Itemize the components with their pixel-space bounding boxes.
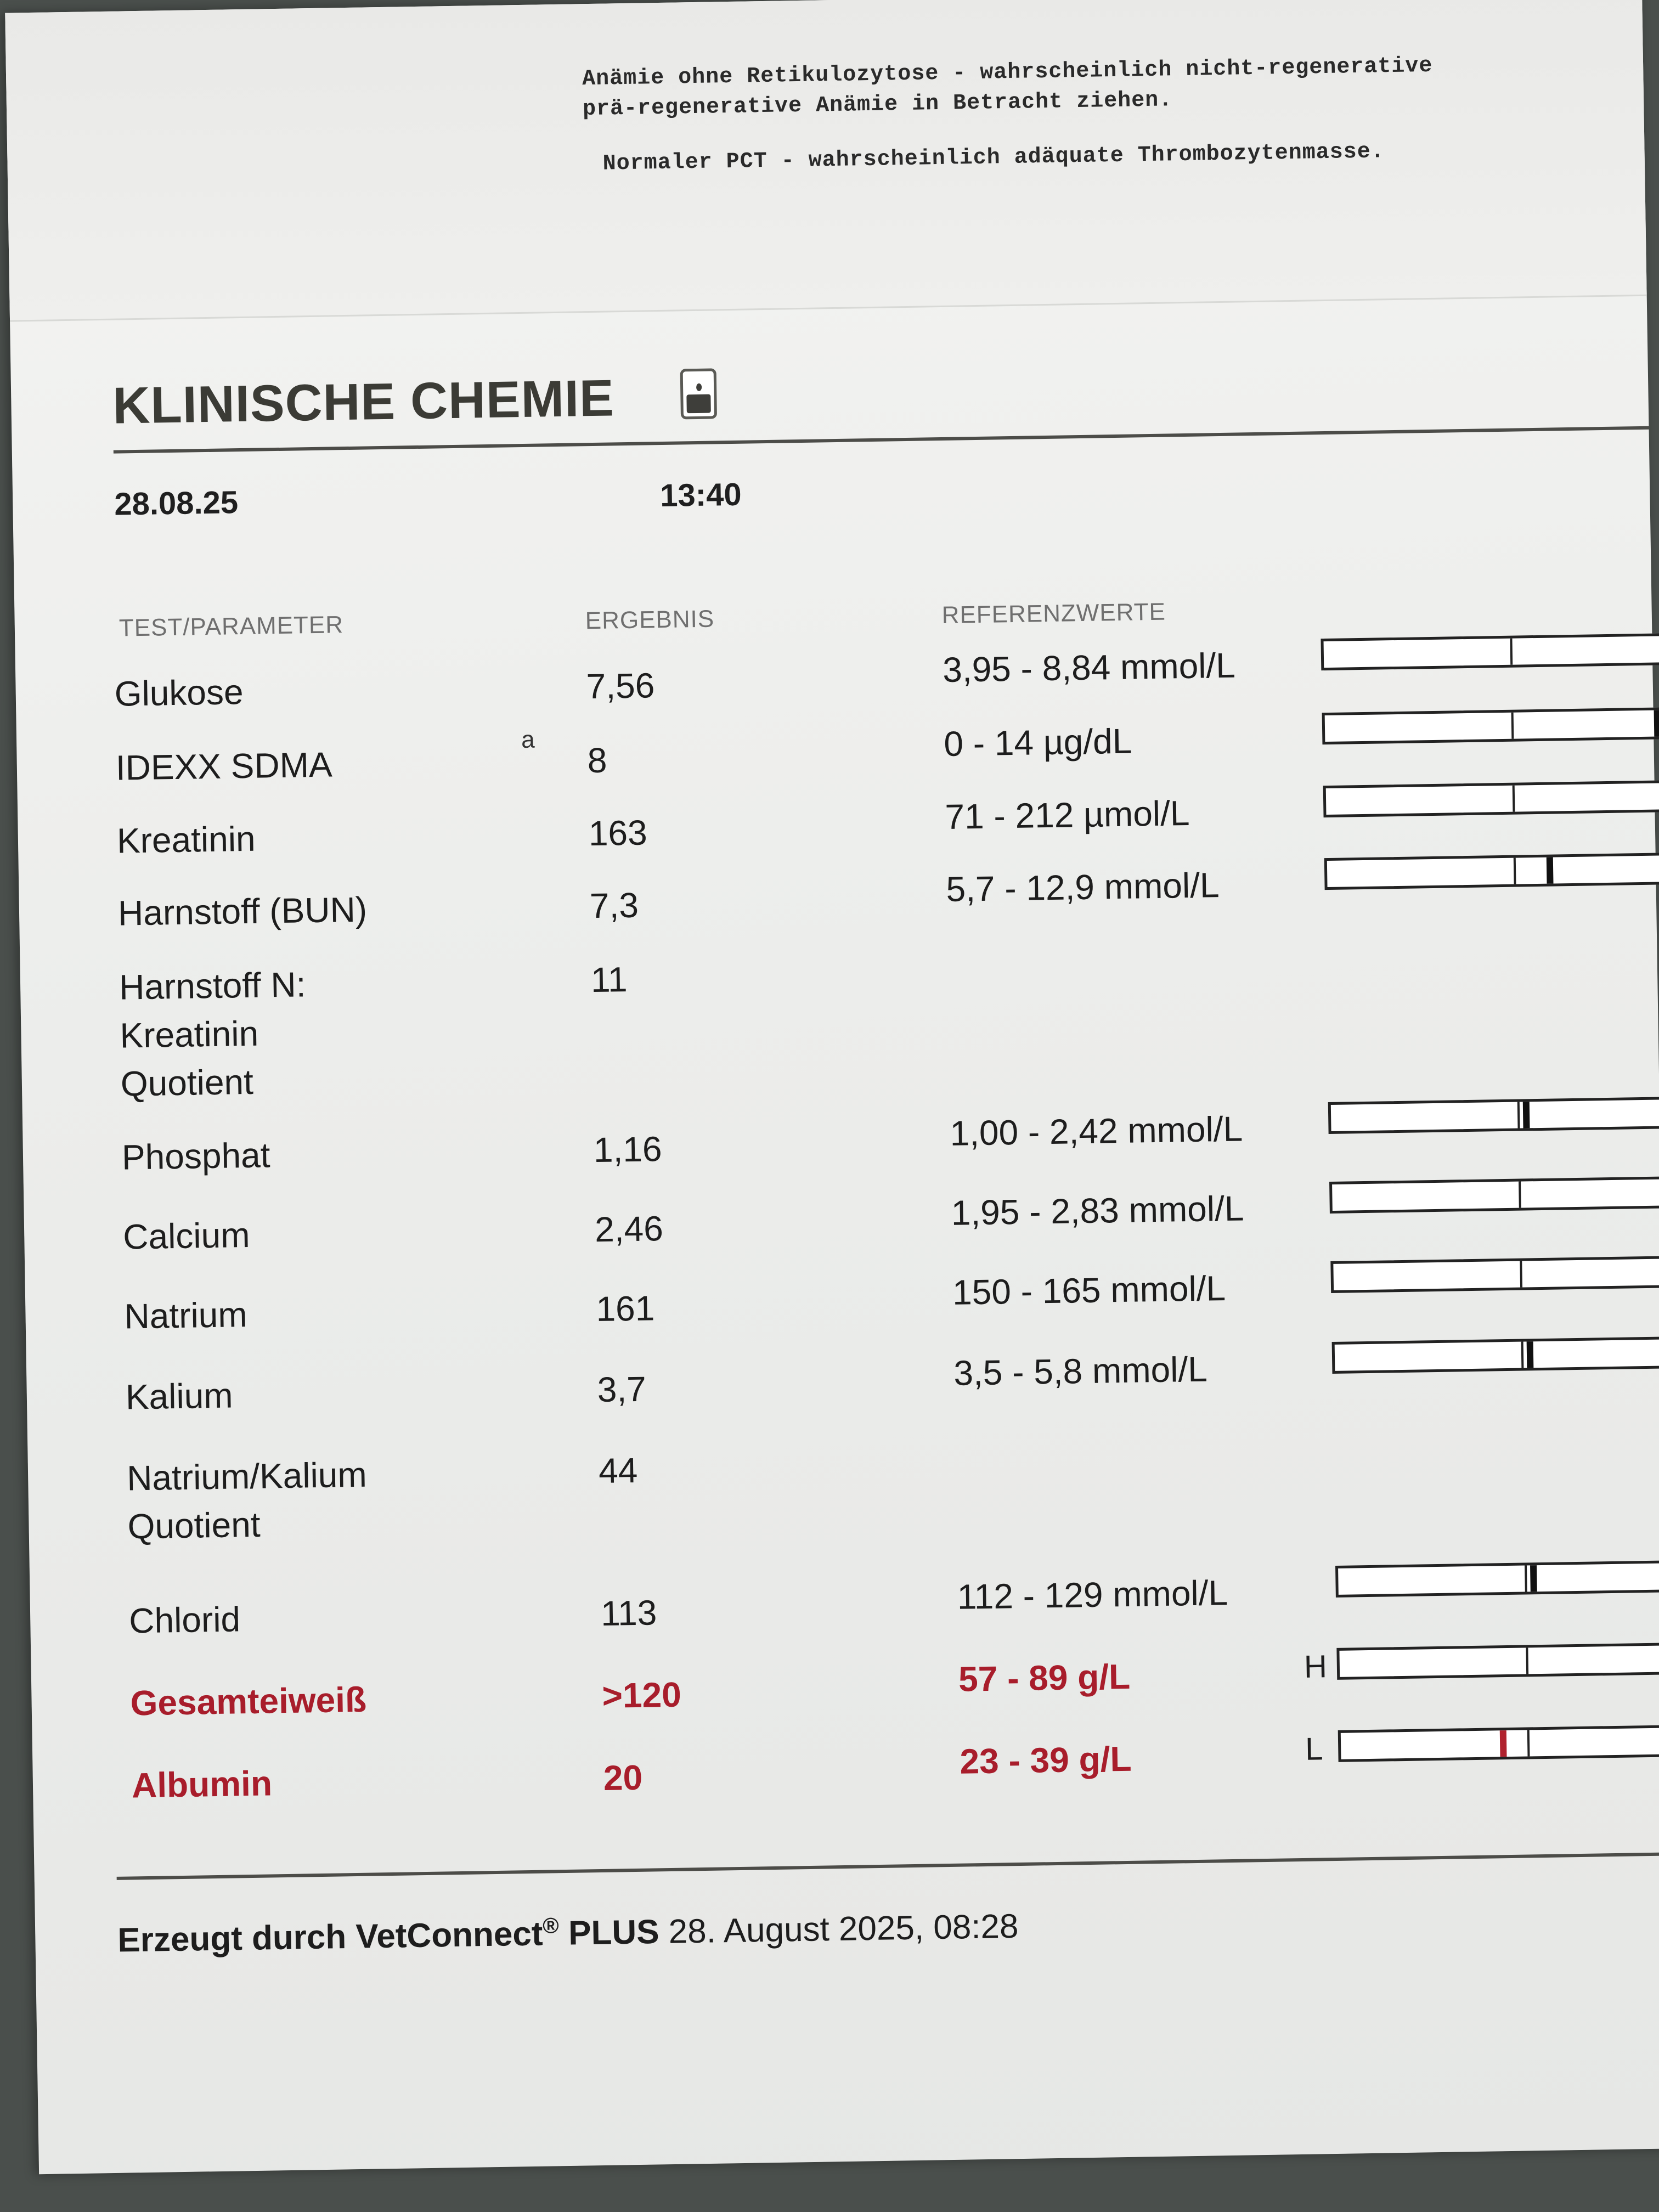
range-indicator-bar — [1324, 853, 1659, 890]
report-time: 13:40 — [659, 476, 742, 514]
sample-tube-icon — [680, 368, 717, 419]
range-limit-tick — [1510, 639, 1513, 665]
range-indicator-bar — [1332, 1336, 1659, 1374]
range-indicator-bar — [1328, 1097, 1659, 1134]
table-row — [32, 1731, 1659, 1829]
parameter-name: Natrium — [124, 1295, 248, 1336]
range-limit-tick — [1520, 1261, 1522, 1288]
table-row — [20, 939, 1658, 1104]
result-value: 44 — [598, 1450, 638, 1491]
result-marker — [1500, 1730, 1507, 1757]
reference-range: 150 - 165 mmol/L — [952, 1268, 1226, 1312]
range-limit-tick — [1511, 713, 1514, 739]
range-limit-tick — [1527, 1730, 1530, 1756]
range-indicator-bar — [1329, 1176, 1659, 1214]
result-value: 113 — [600, 1593, 657, 1633]
reference-range: 1,00 - 2,42 mmol/L — [949, 1109, 1243, 1153]
high-low-flag: H — [1304, 1649, 1328, 1685]
result-value: 163 — [588, 812, 648, 854]
result-marker — [1654, 710, 1659, 736]
footnote-flag: a — [521, 726, 535, 754]
table-row — [28, 1430, 1659, 1547]
reference-range: 1,95 - 2,83 mmol/L — [951, 1188, 1244, 1233]
column-header-reference: REFERENZWERTE — [941, 598, 1166, 629]
footer-registered-mark: ® — [542, 1914, 560, 1938]
comment-line-2: prä-regenerative Anämie in Betracht ziehen. — [582, 88, 1173, 122]
comment-line-1: Anämie ohne Retikulozytose - wahrscheinlich nicht-regenerative — [582, 53, 1433, 92]
parameter-name-line: Natrium/Kalium — [126, 1454, 368, 1498]
result-marker — [1523, 1102, 1530, 1128]
reference-range: 5,7 - 12,9 mmol/L — [945, 865, 1220, 909]
range-limit-tick — [1519, 1182, 1521, 1208]
range-indicator-bar — [1321, 633, 1659, 670]
section-title: KLINISCHE CHEMIE — [112, 369, 615, 435]
result-value: 8 — [587, 740, 607, 781]
reference-range: 57 - 89 g/L — [958, 1656, 1131, 1699]
range-limit-tick — [1514, 858, 1516, 884]
parameter-name: Kreatinin — [116, 819, 256, 861]
parameter-name: Phosphat — [121, 1135, 271, 1177]
footer-timestamp: 28. August 2025, 08:28 — [668, 1907, 1019, 1951]
range-limit-tick — [1513, 786, 1515, 812]
range-limit-tick — [1521, 1342, 1524, 1368]
reference-range: 23 - 39 g/L — [959, 1739, 1132, 1781]
footer-brand-suffix: PLUS — [568, 1913, 660, 1953]
range-indicator-bar — [1336, 1643, 1659, 1680]
result-marker — [1530, 1565, 1537, 1592]
parameter-name-line: Quotient — [127, 1504, 261, 1547]
column-header-parameter: TEST/PARAMETER — [119, 611, 344, 642]
parameter-name: Harnstoff (BUN) — [117, 889, 368, 933]
parameter-name: Calcium — [122, 1215, 251, 1257]
parameter-name: Chlorid — [128, 1599, 241, 1641]
comment-line-3: Normaler PCT - wahrscheinlich adäquate Thrombozytenmasse. — [602, 139, 1385, 177]
parameter-name-line: Harnstoff N: — [119, 964, 306, 1007]
result-value: 1,16 — [593, 1129, 663, 1170]
range-limit-tick — [1526, 1647, 1528, 1674]
footer-prefix: Erzeugt durch VetConnect — [117, 1915, 543, 1960]
reference-range: 3,95 - 8,84 mmol/L — [942, 645, 1236, 690]
range-indicator-bar — [1330, 1256, 1659, 1293]
range-indicator-bar — [1322, 707, 1659, 744]
result-value: 11 — [590, 960, 628, 1000]
result-value: 3,7 — [597, 1369, 647, 1410]
parameter-name-line: Quotient — [120, 1062, 254, 1104]
range-indicator-bar — [1335, 1560, 1659, 1598]
parameter-name: IDEXX SDMA — [115, 744, 333, 788]
report-date: 28.08.25 — [114, 484, 239, 522]
range-limit-tick — [1525, 1565, 1527, 1592]
section-rule-bottom — [117, 1852, 1659, 1880]
range-indicator-bar — [1338, 1725, 1659, 1762]
range-limit-tick — [1517, 1102, 1520, 1128]
reference-range: 3,5 - 5,8 mmol/L — [953, 1349, 1208, 1393]
parameter-name: Kalium — [125, 1375, 234, 1417]
parameter-name-line: Kreatinin — [119, 1013, 259, 1056]
parameter-name: Glukose — [114, 672, 244, 714]
result-value: 161 — [595, 1288, 655, 1329]
reference-range: 0 - 14 µg/dL — [943, 721, 1132, 764]
reference-range: 71 - 212 µmol/L — [944, 793, 1190, 837]
parameter-name: Gesamteiweiß — [130, 1679, 367, 1723]
reference-range: 112 - 129 mmol/L — [957, 1573, 1228, 1617]
result-value: >120 — [601, 1674, 682, 1716]
parameter-name: Albumin — [131, 1763, 273, 1805]
high-low-flag: L — [1305, 1731, 1324, 1767]
result-marker — [1547, 857, 1554, 884]
result-marker — [1527, 1341, 1534, 1368]
result-value: 7,3 — [589, 885, 639, 926]
footer — [117, 1906, 1019, 1960]
report-page — [5, 0, 1659, 2174]
result-value: 2,46 — [594, 1209, 664, 1250]
range-indicator-bar — [1323, 780, 1659, 817]
table-row — [26, 1349, 1659, 1441]
column-header-result: ERGEBNIS — [585, 605, 715, 635]
result-value: 20 — [603, 1757, 643, 1798]
result-value: 7,56 — [586, 665, 655, 707]
